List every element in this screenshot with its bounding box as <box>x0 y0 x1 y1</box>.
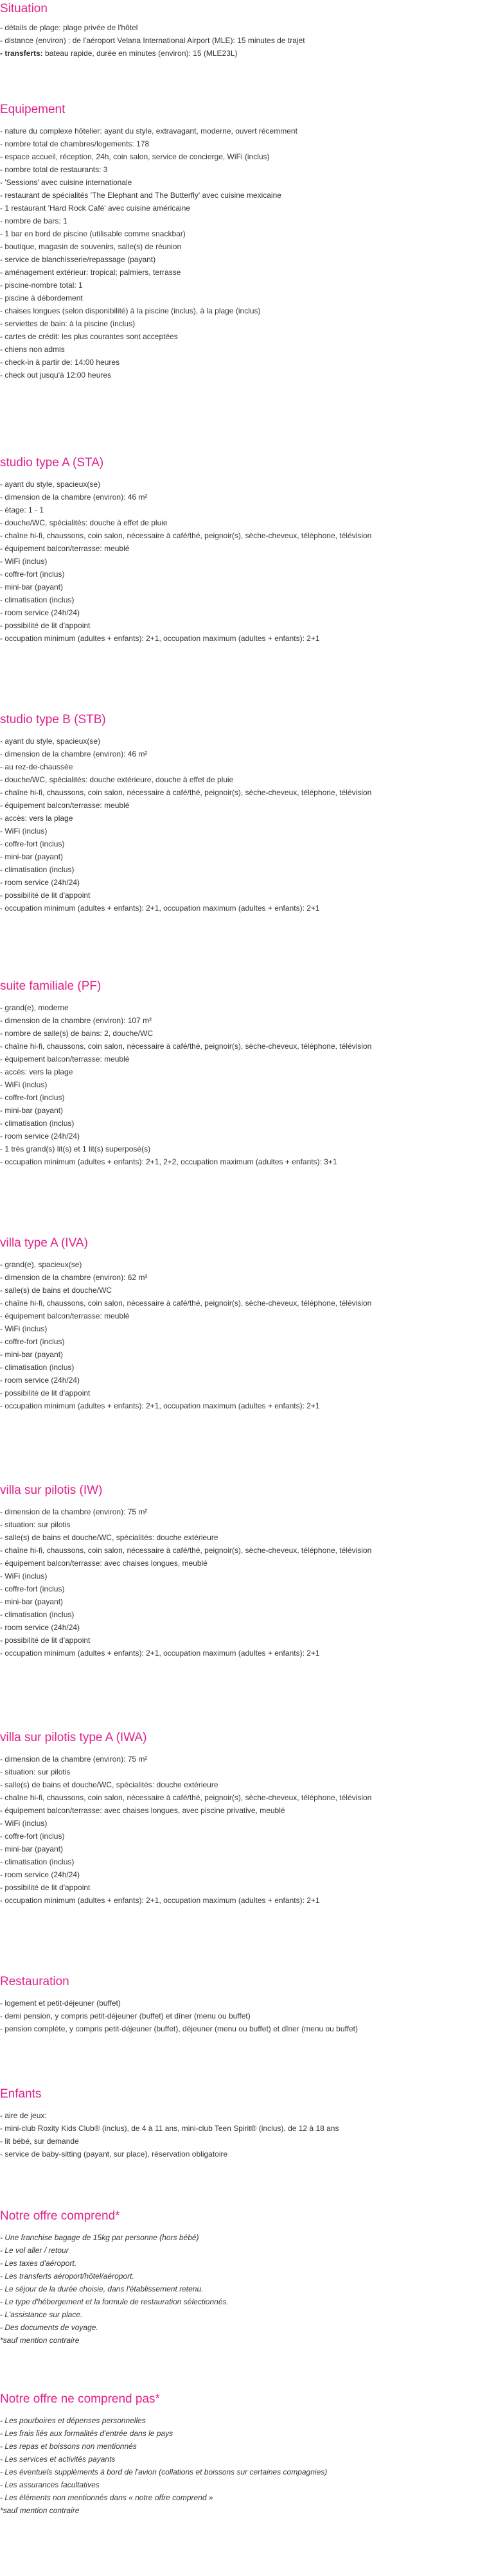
list-item: - mini-bar (payant) <box>0 852 64 861</box>
list-item: - possibilité de lit d'appoint <box>0 621 91 630</box>
list-item: - au rez-de-chaussée <box>0 762 73 771</box>
section-title: villa sur pilotis (IW) <box>0 1484 103 1497</box>
list-item: - coffre-fort (inclus) <box>0 1093 65 1102</box>
list-item: - occupation minimum (adultes + enfants): 2+1, occupation maximum (adultes + enfants): 2+1 <box>0 904 320 913</box>
list-item: - WiFi (inclus) <box>0 557 48 566</box>
list-item: - coffre-fort (inclus) <box>0 839 65 848</box>
list-item: - occupation minimum (adultes + enfants): 2+1, occupation maximum (adultes + enfants): 2+1 <box>0 634 320 643</box>
list-item: - restaurant de spécialités 'The Elephant and The Butterfly' avec cuisine mexicaine <box>0 191 281 200</box>
list-item: - aménagement extérieur: tropical; palmiers, terrasse <box>0 268 181 277</box>
list-item: - mini-bar (payant) <box>0 583 64 591</box>
list-item: - équipement balcon/terrasse: avec chaises longues, avec piscine privative, meublé <box>0 1806 285 1815</box>
list-item: - WiFi (inclus) <box>0 1572 48 1581</box>
list-item: - distance (environ) : de l'aéroport Velana International Airport (MLE): 15 minutes de trajet <box>0 36 305 45</box>
list-item: - Des documents de voyage. <box>0 2323 98 2332</box>
list-item: - possibilité de lit d'appoint <box>0 1636 91 1645</box>
list-item: - mini-bar (payant) <box>0 1597 64 1606</box>
list-item: - chiens non admis <box>0 345 65 354</box>
list-item: - salle(s) de bains et douche/WC, spécialités: douche extérieure <box>0 1533 218 1542</box>
list-item: - coffre-fort (inclus) <box>0 570 65 579</box>
list-item: - possibilité de lit d'appoint <box>0 1883 91 1892</box>
list-item: - logement et petit-déjeuner (buffet) <box>0 1999 121 2008</box>
list-item: - chaîne hi-fi, chaussons, coin salon, nécessaire à café/thé, peignoir(s), sèche-cheveux, téléphone, télévision <box>0 1793 372 1802</box>
section-list <box>0 2231 487 2347</box>
section-list <box>0 2109 487 2160</box>
list-item: - Les assurances facultatives <box>0 2480 100 2489</box>
list-item: - Les repas et boissons non mentionnés <box>0 2442 137 2451</box>
list-item: *sauf mention contraire <box>0 2336 80 2345</box>
list-item: - check out jusqu'à 12:00 heures <box>0 371 112 380</box>
list-item: - équipement balcon/terrasse: meublé <box>0 1055 130 1064</box>
list-item: - WiFi (inclus) <box>0 1324 48 1333</box>
list-item: - Une franchise bagage de 15kg par personne (hors bébé) <box>0 2233 199 2242</box>
section-title: Restauration <box>0 1975 69 1988</box>
list-item: - room service (24h/24) <box>0 1870 80 1879</box>
list-item: - mini-bar (payant) <box>0 1350 64 1359</box>
list-item: - room service (24h/24) <box>0 1376 80 1385</box>
list-item: - équipement balcon/terrasse: meublé <box>0 801 130 810</box>
list-item: - piscine-nombre total: 1 <box>0 281 83 290</box>
list-item: - nombre de bars: 1 <box>0 216 67 225</box>
list-item: - détails de plage: plage privée de l'hôtel <box>0 23 138 32</box>
list-item: - Les frais liés aux formalités d'entrée dans le pays <box>0 2429 173 2438</box>
list-item: - pension complète, y compris petit-déjeuner (buffet), déjeuner (menu ou buffet) et dîner (menu ou buffet) <box>0 2024 358 2033</box>
list-item: - ayant du style, spacieux(se) <box>0 480 101 489</box>
list-item: - Les services et activités payants <box>0 2455 116 2464</box>
list-item: - accès: vers la plage <box>0 814 73 823</box>
list-item: - chaîne hi-fi, chaussons, coin salon, nécessaire à café/thé, peignoir(s), sèche-cheveux, téléphone, télévision <box>0 1299 372 1308</box>
list-item: - climatisation (inclus) <box>0 1857 75 1866</box>
list-item: - dimension de la chambre (environ): 75 m² <box>0 1507 148 1516</box>
list-item: - chaîne hi-fi, chaussons, coin salon, nécessaire à café/thé, peignoir(s), sèche-cheveux, téléphone, télévision <box>0 788 372 797</box>
list-item: - occupation minimum (adultes + enfants): 2+1, 2+2, occupation maximum (adultes + enfants): 3+1 <box>0 1157 337 1166</box>
section-list <box>0 1258 487 1412</box>
list-item: - room service (24h/24) <box>0 878 80 887</box>
list-item: - salle(s) de bains et douche/WC, spécialités: douche extérieure <box>0 1780 218 1789</box>
list-item: - climatisation (inclus) <box>0 1363 75 1372</box>
list-item: - nombre total de restaurants: 3 <box>0 165 108 174</box>
list-item: - équipement balcon/terrasse: meublé <box>0 544 130 553</box>
section-title: studio type A (STA) <box>0 456 104 469</box>
list-item: - possibilité de lit d'appoint <box>0 891 91 900</box>
list-item: - aire de jeux: <box>0 2111 47 2120</box>
section-list <box>0 21 487 60</box>
list-item: - Le séjour de la durée choisie, dans l'établissement retenu. <box>0 2284 204 2293</box>
section-list <box>0 735 487 915</box>
section-list <box>0 478 487 645</box>
section-list <box>0 1753 487 1907</box>
section-title: Equipement <box>0 103 66 116</box>
list-item: - dimension de la chambre (environ): 46 m² <box>0 749 148 758</box>
list-item: - WiFi (inclus) <box>0 1080 48 1089</box>
list-item: - accès: vers la plage <box>0 1067 73 1076</box>
section-title: Situation <box>0 2 48 15</box>
list-item: - climatisation (inclus) <box>0 1119 75 1128</box>
list-item: - coffre-fort (inclus) <box>0 1832 65 1841</box>
section-iw <box>0 1484 487 1660</box>
list-item: - demi pension, y compris petit-déjeuner (buffet) et dîner (menu ou buffet) <box>0 2011 251 2020</box>
list-item: - dimension de la chambre (environ): 75 m² <box>0 1755 148 1764</box>
list-item: - lit bébé, sur demande <box>0 2137 79 2146</box>
list-item: - grand(e), spacieux(se) <box>0 1260 82 1269</box>
section-title: Notre offre ne comprend pas* <box>0 2392 160 2406</box>
section-title: villa sur pilotis type A (IWA) <box>0 1731 147 1744</box>
list-item: - Le vol aller / retour <box>0 2246 69 2255</box>
list-item: - nombre total de chambres/logements: 178 <box>0 139 150 148</box>
item-label: - transferts: <box>0 49 43 58</box>
section-restauration <box>0 1975 487 2035</box>
section-enfants <box>0 2087 487 2160</box>
list-item: - check-in à partir de: 14:00 heures <box>0 358 120 367</box>
list-item: - équipement balcon/terrasse: avec chaises longues, meublé <box>0 1559 208 1568</box>
list-item: - room service (24h/24) <box>0 1132 80 1141</box>
list-item: - douche/WC, spécialités: douche extérieure, douche à effet de pluie <box>0 775 234 784</box>
list-item: - nombre de salle(s) de bains: 2, douche/WC <box>0 1029 154 1038</box>
section-list <box>0 1997 487 2035</box>
list-item: - chaîne hi-fi, chaussons, coin salon, nécessaire à café/thé, peignoir(s), sèche-cheveux, téléphone, télévision <box>0 531 372 540</box>
list-item: - service de baby-sitting (payant, sur place), réservation obligatoire <box>0 2150 228 2159</box>
list-item: - 'Sessions' avec cuisine internationale <box>0 178 132 187</box>
section-list <box>0 1001 487 1168</box>
list-item: - service de blanchisserie/repassage (payant) <box>0 255 156 264</box>
list-item: - chaîne hi-fi, chaussons, coin salon, nécessaire à café/thé, peignoir(s), sèche-cheveux, téléphone, télévision <box>0 1042 372 1051</box>
list-item: - occupation minimum (adultes + enfants): 2+1, occupation maximum (adultes + enfants): 2+1 <box>0 1649 320 1658</box>
list-item: - chaîne hi-fi, chaussons, coin salon, nécessaire à café/thé, peignoir(s), sèche-cheveux, téléphone, télévision <box>0 1546 372 1555</box>
list-item: - Les éventuels suppléments à bord de l'avion (collations et boissons sur certaines compagnies) <box>0 2467 328 2476</box>
section-iva <box>0 1236 487 1412</box>
list-item: - coffre-fort (inclus) <box>0 1337 65 1346</box>
list-item: - room service (24h/24) <box>0 1623 80 1632</box>
list-item: - douche/WC, spécialités: douche à effet de pluie <box>0 518 168 527</box>
list-item: - serviettes de bain: à la piscine (inclus) <box>0 319 136 328</box>
list-item: - climatisation (inclus) <box>0 595 75 604</box>
list-item: - nature du complexe hôtelier: ayant du style, extravagant, moderne, ouvert récemment <box>0 127 297 136</box>
section-iwa <box>0 1731 487 1907</box>
section-title: suite familiale (PF) <box>0 979 102 993</box>
list-item: - dimension de la chambre (environ): 107 m² <box>0 1016 152 1025</box>
section-equipement <box>0 103 487 381</box>
list-item: - Les transferts aéroport/hôtel/aéroport. <box>0 2272 134 2281</box>
list-item: - climatisation (inclus) <box>0 1610 75 1619</box>
section-sta <box>0 456 487 645</box>
section-title: villa type A (IVA) <box>0 1236 88 1250</box>
list-item: - chaises longues (selon disponibilité) à la piscine (inclus), à la plage (inclus) <box>0 306 261 315</box>
list-item: - coffre-fort (inclus) <box>0 1584 65 1593</box>
list-item: - dimension de la chambre (environ): 62 m² <box>0 1273 148 1282</box>
list-item: - Les éléments non mentionnés dans « notre offre comprend » <box>0 2493 213 2502</box>
list-item: - room service (24h/24) <box>0 608 80 617</box>
section-list <box>0 2414 487 2517</box>
list-item: - climatisation (inclus) <box>0 865 75 874</box>
list-item: - espace accueil, réception, 24h, coin salon, service de concierge, WiFi (inclus) <box>0 152 270 161</box>
list-item: - WiFi (inclus) <box>0 827 48 836</box>
list-item: - 1 restaurant 'Hard Rock Café' avec cuisine américaine <box>0 204 191 213</box>
list-item: - WiFi (inclus) <box>0 1819 48 1828</box>
list-item: - étage: 1 - 1 <box>0 505 44 514</box>
section-non-compris <box>0 2392 487 2517</box>
list-item: - L'assistance sur place. <box>0 2310 83 2319</box>
section-title: Notre offre comprend* <box>0 2209 120 2223</box>
list-item: - ayant du style, spacieux(se) <box>0 737 101 746</box>
list-item: - occupation minimum (adultes + enfants): 2+1, occupation maximum (adultes + enfants): 2+1 <box>0 1401 320 1410</box>
section-title: Enfants <box>0 2087 42 2101</box>
section-stb <box>0 713 487 915</box>
section-title: studio type B (STB) <box>0 713 106 726</box>
list-item: - possibilité de lit d'appoint <box>0 1389 91 1398</box>
list-item: *sauf mention contraire <box>0 2506 80 2515</box>
list-item: - Les taxes d'aéroport. <box>0 2259 77 2268</box>
list-item: - équipement balcon/terrasse: meublé <box>0 1311 130 1320</box>
list-item: - piscine à débordement <box>0 294 83 302</box>
list-item: - dimension de la chambre (environ): 46 m² <box>0 493 148 502</box>
list-item: - Les pourboires et dépenses personnelles <box>0 2416 146 2425</box>
section-list <box>0 1505 487 1660</box>
list-item <box>0 47 487 60</box>
list-item: - grand(e), moderne <box>0 1003 69 1012</box>
list-item: - situation: sur pilotis <box>0 1520 71 1529</box>
list-item: - 1 très grand(s) lit(s) et 1 lit(s) superposé(s) <box>0 1144 151 1153</box>
list-item: - boutique, magasin de souvenirs, salle(s) de réunion <box>0 242 182 251</box>
section-pf <box>0 979 487 1168</box>
item-value: bateau rapide, durée en minutes (environ): 15 (MLE23L) <box>42 49 238 58</box>
list-item: - mini-bar (payant) <box>0 1844 64 1853</box>
list-item: - 1 bar en bord de piscine (utilisable comme snackbar) <box>0 229 186 238</box>
list-item: - occupation minimum (adultes + enfants): 2+1, occupation maximum (adultes + enfants): 2+1 <box>0 1896 320 1905</box>
section-offre <box>0 2209 487 2347</box>
list-item: - situation: sur pilotis <box>0 1767 71 1776</box>
section-list <box>0 125 487 381</box>
section-situation <box>0 2 487 60</box>
list-item: - mini-bar (payant) <box>0 1106 64 1115</box>
list-item: - mini-club Roxity Kids Club® (inclus), de 4 à 11 ans, mini-club Teen Spirit® (inclus), de 12 à 18 ans <box>0 2124 339 2133</box>
list-item: - salle(s) de bains et douche/WC <box>0 1286 112 1295</box>
list-item: - cartes de crédit: les plus courantes sont acceptées <box>0 332 178 341</box>
list-item: - Le type d'hébergement et la formule de restauration sélectionnés. <box>0 2297 229 2306</box>
